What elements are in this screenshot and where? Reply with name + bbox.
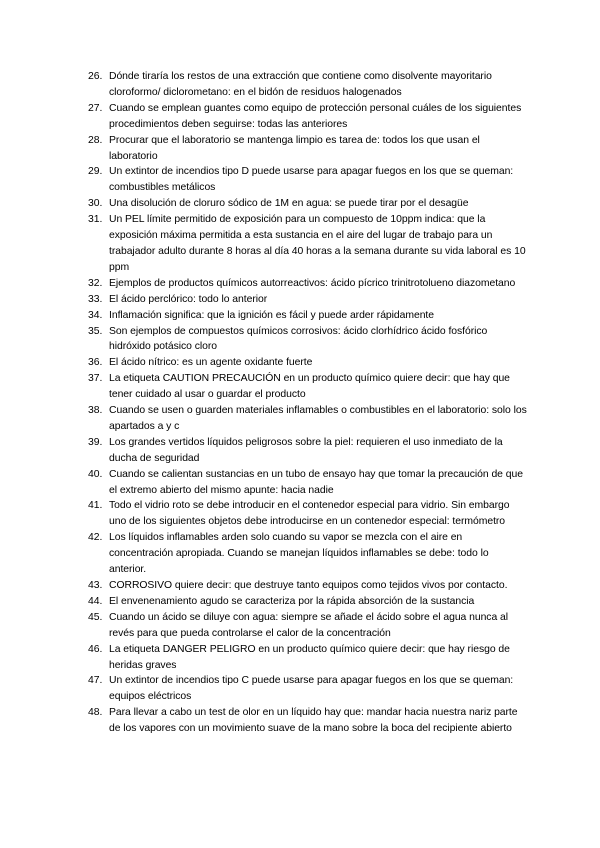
item-text: Dónde tiraría los restos de una extracción que contiene como disolvente mayoritario cloroformo/ diclorometano: en el bidón de residuos halogenados <box>109 71 492 98</box>
item-text: Todo el vidrio roto se debe introducir en el contenedor especial para vidrio. Sin embargo uno de los siguientes objetos debe introducirse en un contenedor especial: termómetro <box>109 500 510 528</box>
item-number: 47. <box>88 675 103 687</box>
item-number: 44. <box>88 595 103 607</box>
list-item <box>88 292 528 308</box>
item-number: 38. <box>88 405 103 417</box>
list-item <box>88 467 528 499</box>
list-item <box>88 164 528 196</box>
item-number: 45. <box>88 611 103 623</box>
item-text: La etiqueta DANGER PELIGRO en un producto químico quiere decir: que hay riesgo de heridas graves <box>109 643 510 671</box>
item-text: Una disolución de cloruro sódico de 1M en agua: se puede tirar por el desagüe <box>109 198 469 210</box>
list-item <box>88 101 528 133</box>
item-number: 27. <box>88 102 103 114</box>
item-text: Un extintor de incendios tipo D puede usarse para apagar fuegos en los que se queman: combustibles metálicos <box>109 166 514 194</box>
item-number: 31. <box>88 214 103 226</box>
item-text: El envenenamiento agudo se caracteriza por la rápida absorción de la sustancia <box>109 595 475 607</box>
list-item <box>88 276 528 292</box>
item-text: Los grandes vertidos líquidos peligrosos sobre la piel: requieren el uso inmediato de la ducha de seguridad <box>109 436 503 464</box>
list-item <box>88 578 528 594</box>
list-item <box>88 594 528 610</box>
item-text: Cuando un ácido se diluye con agua: siempre se añade el ácido sobre el agua nunca al revés para que pueda controlarse el calor de la concentración <box>109 611 509 639</box>
item-text: Cuando se emplean guantes como equipo de protección personal cuáles de los siguientes procedimientos deben seguirse: todas las anteriores <box>109 102 522 130</box>
list-item <box>88 69 528 101</box>
item-number: 42. <box>88 532 103 544</box>
item-number: 36. <box>88 357 103 369</box>
item-text: Para llevar a cabo un test de olor en un líquido hay que: mandar hacia nuestra nariz parte de los vapores con un movimiento suave de la mano sobre la boca del recipiente abierto <box>109 707 518 735</box>
list-item <box>88 673 528 705</box>
item-text: El ácido perclórico: todo lo anterior <box>109 293 268 305</box>
item-text: Un extintor de incendios tipo C puede usarse para apagar fuegos en los que se queman: equipos eléctricos <box>109 675 514 703</box>
list-item <box>88 355 528 371</box>
item-number: 26. <box>88 71 103 82</box>
list-item <box>88 324 528 356</box>
list-item <box>88 642 528 674</box>
item-text: Ejemplos de productos químicos autorreactivos: ácido pícrico trinitrotolueno diazometano <box>109 277 516 289</box>
item-number: 28. <box>88 134 103 146</box>
item-number: 32. <box>88 277 103 289</box>
item-text: Cuando se calientan sustancias en un tubo de ensayo hay que tomar la precaución de que el extremo abierto del mismo apunte: hacia nadie <box>109 468 523 496</box>
list-item <box>88 705 528 737</box>
item-number: 33. <box>88 293 103 305</box>
item-number: 48. <box>88 707 103 719</box>
item-text: Cuando se usen o guarden materiales inflamables o combustibles en el laboratorio: solo los apartados a y c <box>109 405 527 432</box>
list-item <box>88 530 528 578</box>
list-item <box>88 403 528 435</box>
item-number: 39. <box>88 436 103 448</box>
item-text: El ácido nítrico: es un agente oxidante fuerte <box>109 357 313 369</box>
item-number: 43. <box>88 580 103 591</box>
list-item <box>88 371 528 403</box>
list-item <box>88 212 528 276</box>
item-text: Los líquidos inflamables arden solo cuando su vapor se mezcla con el aire en concentración apropiada. Cuando se manejan líquidos inflamables se debe: todo lo anterior. <box>109 532 489 576</box>
item-number: 34. <box>88 309 103 321</box>
item-number: 41. <box>88 500 103 512</box>
list-item <box>88 610 528 642</box>
item-text: Son ejemplos de compuestos químicos corrosivos: ácido clorhídrico ácido fosfórico hidróxido potásico cloro <box>109 325 488 353</box>
item-number: 29. <box>88 166 103 178</box>
item-text: Inflamación significa: que la ignición es fácil y puede arder rápidamente <box>109 309 435 321</box>
item-text: Un PEL límite permitido de exposición para un compuesto de 10ppm indica: que la exposición máxima permitida a esta sustancia en el aire del lugar de trabajo para un trabajador adulto durante 8 horas al día 40 horas a la semana durante su vida laboral es 10 ppm <box>109 214 526 273</box>
item-number: 30. <box>88 198 103 210</box>
list-item <box>88 133 528 165</box>
item-text: Procurar que el laboratorio se mantenga limpio es tarea de: todos los que usan el laboratorio <box>109 134 480 162</box>
item-number: 35. <box>88 325 103 337</box>
list-item <box>88 435 528 467</box>
list-item <box>88 498 528 530</box>
list-item <box>88 308 528 324</box>
list-item <box>88 196 528 212</box>
item-number: 37. <box>88 373 103 385</box>
item-text: La etiqueta CAUTION PRECAUCIÓN en un producto químico quiere decir: que hay que tener cuidado al usar o guardar el producto <box>109 373 510 401</box>
item-number: 40. <box>88 468 103 480</box>
item-number: 46. <box>88 643 103 655</box>
item-text: CORROSIVO quiere decir: que destruye tanto equipos como tejidos vivos por contacto. <box>109 580 508 591</box>
numbered-list <box>88 69 528 737</box>
